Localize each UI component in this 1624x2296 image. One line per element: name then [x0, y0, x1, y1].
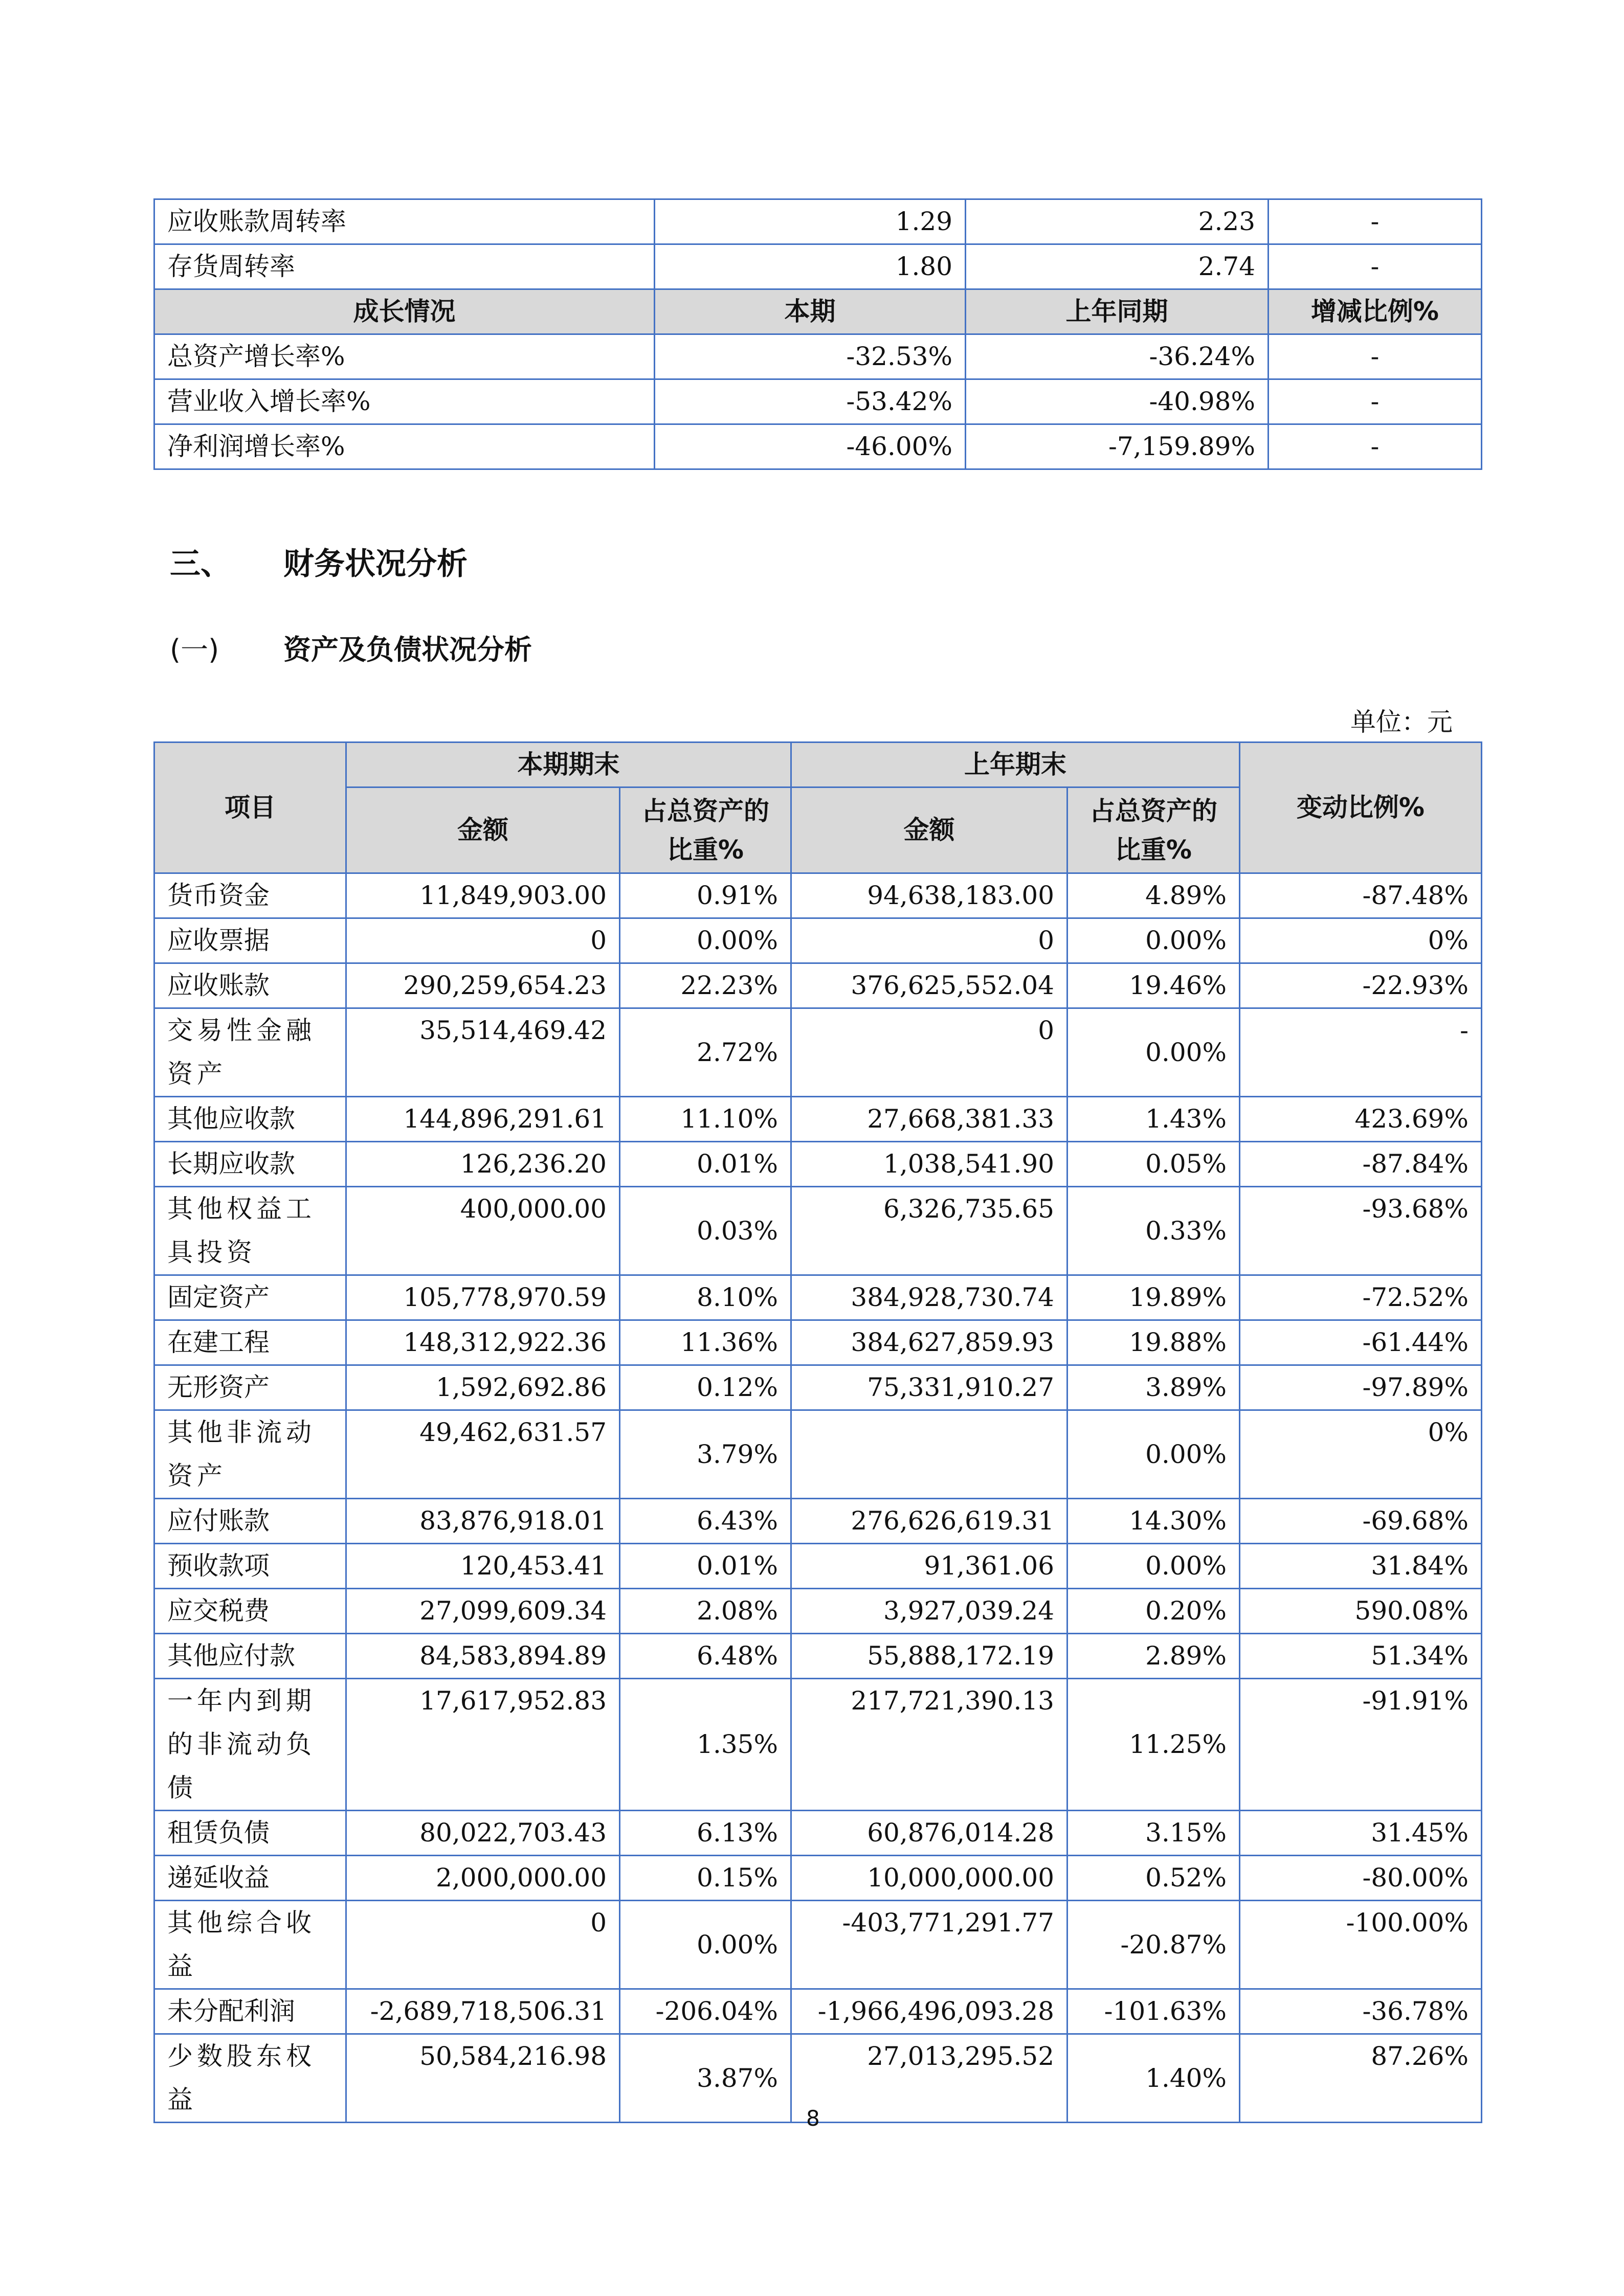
- prior-share: -20.87%: [1067, 1901, 1240, 1989]
- change-ratio: -72.52%: [1240, 1275, 1482, 1320]
- prior-share: 19.88%: [1067, 1320, 1240, 1365]
- item-name: 应交税费: [154, 1589, 346, 1634]
- prior-value: -7,159.89%: [966, 424, 1269, 469]
- table-header-row: [154, 742, 1482, 787]
- item-name: 租赁负债: [154, 1811, 346, 1856]
- page-number: 8: [806, 2106, 820, 2131]
- table-row: [154, 1275, 1482, 1320]
- row-label: 应收账款周转率: [154, 199, 655, 244]
- subsection-heading: [170, 628, 532, 667]
- current-amount: 49,462,631.57: [346, 1410, 620, 1499]
- item-name: 交易性金融资产: [154, 1008, 346, 1097]
- row-label: 存货周转率: [154, 244, 655, 289]
- table-row: [154, 1410, 1482, 1499]
- current-amount: 2,000,000.00: [346, 1856, 620, 1901]
- change-ratio: 31.45%: [1240, 1811, 1482, 1856]
- current-amount: 290,259,654.23: [346, 963, 620, 1008]
- current-share: 0.15%: [620, 1856, 791, 1901]
- ratio-growth-table: [153, 198, 1482, 470]
- subsection-number: (一): [170, 634, 219, 666]
- prior-amount: 1,038,541.90: [791, 1142, 1067, 1187]
- current-amount: 50,584,216.98: [346, 2034, 620, 2123]
- item-name: 其他非流动资产: [154, 1410, 346, 1499]
- change-value: -: [1269, 244, 1482, 289]
- table-row: [154, 1679, 1482, 1811]
- current-share: 6.13%: [620, 1811, 791, 1856]
- current-share: 8.10%: [620, 1275, 791, 1320]
- table-row: [154, 1499, 1482, 1544]
- prior-value: 2.23: [966, 199, 1269, 244]
- item-name: 应收账款: [154, 963, 346, 1008]
- current-amount: 148,312,922.36: [346, 1320, 620, 1365]
- current-amount: 27,099,609.34: [346, 1589, 620, 1634]
- table-row: [154, 424, 1482, 469]
- change-ratio: -100.00%: [1240, 1901, 1482, 1989]
- header-amount: 金额: [346, 787, 620, 873]
- row-label: 营业收入增长率%: [154, 379, 655, 424]
- prior-share: 1.43%: [1067, 1097, 1240, 1142]
- prior-share: 1.40%: [1067, 2034, 1240, 2123]
- item-name: 少数股东权益: [154, 2034, 346, 2123]
- current-share: 0.01%: [620, 1142, 791, 1187]
- prior-share: 19.89%: [1067, 1275, 1240, 1320]
- item-name: 其他应收款: [154, 1097, 346, 1142]
- prior-share: 2.89%: [1067, 1634, 1240, 1679]
- prior-amount: [791, 1410, 1067, 1499]
- change-ratio: -61.44%: [1240, 1320, 1482, 1365]
- current-share: 6.48%: [620, 1634, 791, 1679]
- item-name: 其他应付款: [154, 1634, 346, 1679]
- prior-value: -40.98%: [966, 379, 1269, 424]
- current-amount: 83,876,918.01: [346, 1499, 620, 1544]
- prior-amount: 376,625,552.04: [791, 963, 1067, 1008]
- prior-share: 3.89%: [1067, 1365, 1240, 1410]
- change-value: -: [1269, 379, 1482, 424]
- prior-share: 0.20%: [1067, 1589, 1240, 1634]
- header-change: 增减比例%: [1269, 289, 1482, 334]
- change-ratio: 590.08%: [1240, 1589, 1482, 1634]
- subsection-title: 资产及负债状况分析: [283, 634, 532, 666]
- change-value: -: [1269, 334, 1482, 379]
- current-amount: 84,583,894.89: [346, 1634, 620, 1679]
- prior-amount: 91,361.06: [791, 1544, 1067, 1589]
- table-row: [154, 1989, 1482, 2034]
- prior-amount: 94,638,183.00: [791, 873, 1067, 918]
- current-amount: 400,000.00: [346, 1187, 620, 1275]
- item-name: 预收款项: [154, 1544, 346, 1589]
- table-row: [154, 244, 1482, 289]
- change-ratio: 51.34%: [1240, 1634, 1482, 1679]
- change-ratio: -69.68%: [1240, 1499, 1482, 1544]
- change-value: -: [1269, 424, 1482, 469]
- header-current-end: 本期期末: [346, 742, 791, 787]
- prior-amount: -1,966,496,093.28: [791, 1989, 1067, 2034]
- header-share: 占总资产的比重%: [620, 787, 791, 873]
- prior-share: 0.00%: [1067, 1544, 1240, 1589]
- item-name: 递延收益: [154, 1856, 346, 1901]
- section-title: 财务状况分析: [283, 546, 468, 582]
- prior-share: 3.15%: [1067, 1811, 1240, 1856]
- change-ratio: 0%: [1240, 1410, 1482, 1499]
- change-ratio: -36.78%: [1240, 1989, 1482, 2034]
- prior-amount: -403,771,291.77: [791, 1901, 1067, 1989]
- current-share: 2.72%: [620, 1008, 791, 1097]
- prior-share: 0.00%: [1067, 918, 1240, 963]
- change-ratio: -87.48%: [1240, 873, 1482, 918]
- table-row: [154, 1811, 1482, 1856]
- current-share: 0.00%: [620, 1901, 791, 1989]
- change-ratio: -97.89%: [1240, 1365, 1482, 1410]
- current-share: 0.91%: [620, 873, 791, 918]
- current-share: 0.12%: [620, 1365, 791, 1410]
- table-row: [154, 1187, 1482, 1275]
- table-row: [154, 873, 1482, 918]
- prior-value: 2.74: [966, 244, 1269, 289]
- current-value: 1.80: [655, 244, 966, 289]
- table-row: [154, 1634, 1482, 1679]
- change-ratio: -87.84%: [1240, 1142, 1482, 1187]
- table-header-row: [154, 289, 1482, 334]
- current-share: 3.87%: [620, 2034, 791, 2123]
- item-name: 未分配利润: [154, 1989, 346, 2034]
- prior-amount: 3,927,039.24: [791, 1589, 1067, 1634]
- table-row: [154, 379, 1482, 424]
- item-name: 其他权益工具投资: [154, 1187, 346, 1275]
- header-prior: 上年同期: [966, 289, 1269, 334]
- table-row: [154, 199, 1482, 244]
- prior-amount: 10,000,000.00: [791, 1856, 1067, 1901]
- table-row: [154, 1856, 1482, 1901]
- table-row: [154, 1008, 1482, 1097]
- table-row: [154, 1589, 1482, 1634]
- header-share: 占总资产的比重%: [1067, 787, 1240, 873]
- current-value: -53.42%: [655, 379, 966, 424]
- prior-amount: 0: [791, 1008, 1067, 1097]
- current-amount: 144,896,291.61: [346, 1097, 620, 1142]
- header-amount: 金额: [791, 787, 1067, 873]
- header-change-ratio: 变动比例%: [1240, 742, 1482, 873]
- prior-share: 0.00%: [1067, 1008, 1240, 1097]
- change-ratio: 31.84%: [1240, 1544, 1482, 1589]
- asset-liability-table: [153, 741, 1482, 2123]
- header-item: 项目: [154, 742, 346, 873]
- prior-amount: 217,721,390.13: [791, 1679, 1067, 1811]
- table-row: [154, 1544, 1482, 1589]
- header-growth: 成长情况: [154, 289, 655, 334]
- prior-amount: 60,876,014.28: [791, 1811, 1067, 1856]
- prior-share: 19.46%: [1067, 963, 1240, 1008]
- current-share: 0.01%: [620, 1544, 791, 1589]
- current-value: 1.29: [655, 199, 966, 244]
- prior-amount: 384,928,730.74: [791, 1275, 1067, 1320]
- prior-amount: 276,626,619.31: [791, 1499, 1067, 1544]
- change-ratio: 87.26%: [1240, 2034, 1482, 2123]
- current-amount: 120,453.41: [346, 1544, 620, 1589]
- prior-share: -101.63%: [1067, 1989, 1240, 2034]
- prior-amount: 27,668,381.33: [791, 1097, 1067, 1142]
- prior-amount: 384,627,859.93: [791, 1320, 1067, 1365]
- prior-amount: 75,331,910.27: [791, 1365, 1067, 1410]
- table-row: [154, 918, 1482, 963]
- prior-share: 0.00%: [1067, 1410, 1240, 1499]
- table-row: [154, 1097, 1482, 1142]
- current-amount: 17,617,952.83: [346, 1679, 620, 1811]
- change-value: -: [1269, 199, 1482, 244]
- current-share: -206.04%: [620, 1989, 791, 2034]
- current-share: 0.03%: [620, 1187, 791, 1275]
- current-share: 3.79%: [620, 1410, 791, 1499]
- asset-liability-rows: [154, 873, 1482, 2123]
- prior-share: 0.33%: [1067, 1187, 1240, 1275]
- prior-value: -36.24%: [966, 334, 1269, 379]
- item-name: 在建工程: [154, 1320, 346, 1365]
- item-name: 货币资金: [154, 873, 346, 918]
- change-ratio: -22.93%: [1240, 963, 1482, 1008]
- prior-amount: 55,888,172.19: [791, 1634, 1067, 1679]
- current-amount: 126,236.20: [346, 1142, 620, 1187]
- table-row: [154, 1901, 1482, 1989]
- prior-share: 11.25%: [1067, 1679, 1240, 1811]
- header-prior-end: 上年期末: [791, 742, 1240, 787]
- prior-share: 4.89%: [1067, 873, 1240, 918]
- current-share: 6.43%: [620, 1499, 791, 1544]
- current-share: 22.23%: [620, 963, 791, 1008]
- item-name: 应收票据: [154, 918, 346, 963]
- table-row: [154, 963, 1482, 1008]
- change-ratio: -91.91%: [1240, 1679, 1482, 1811]
- change-ratio: 423.69%: [1240, 1097, 1482, 1142]
- prior-share: 14.30%: [1067, 1499, 1240, 1544]
- item-name: 长期应收款: [154, 1142, 346, 1187]
- item-name: 一年内到期的非流动负债: [154, 1679, 346, 1811]
- item-name: 应付账款: [154, 1499, 346, 1544]
- item-name: 其他综合收益: [154, 1901, 346, 1989]
- current-share: 1.35%: [620, 1679, 791, 1811]
- current-amount: 1,592,692.86: [346, 1365, 620, 1410]
- unit-label: 单位：元: [1350, 707, 1453, 737]
- current-amount: 35,514,469.42: [346, 1008, 620, 1097]
- current-amount: 11,849,903.00: [346, 873, 620, 918]
- current-value: -32.53%: [655, 334, 966, 379]
- prior-amount: 27,013,295.52: [791, 2034, 1067, 2123]
- table-row: [154, 1320, 1482, 1365]
- prior-share: 0.52%: [1067, 1856, 1240, 1901]
- current-share: 11.10%: [620, 1097, 791, 1142]
- current-amount: 0: [346, 1901, 620, 1989]
- header-current: 本期: [655, 289, 966, 334]
- current-share: 11.36%: [620, 1320, 791, 1365]
- prior-amount: 6,326,735.65: [791, 1187, 1067, 1275]
- table-row: [154, 1142, 1482, 1187]
- current-value: -46.00%: [655, 424, 966, 469]
- change-ratio: -: [1240, 1008, 1482, 1097]
- item-name: 固定资产: [154, 1275, 346, 1320]
- row-label: 总资产增长率%: [154, 334, 655, 379]
- table-row: [154, 1365, 1482, 1410]
- section-number: 三、: [170, 546, 231, 582]
- current-share: 2.08%: [620, 1589, 791, 1634]
- change-ratio: -80.00%: [1240, 1856, 1482, 1901]
- section-heading: [170, 539, 468, 583]
- current-share: 0.00%: [620, 918, 791, 963]
- current-amount: 0: [346, 918, 620, 963]
- prior-amount: 0: [791, 918, 1067, 963]
- change-ratio: 0%: [1240, 918, 1482, 963]
- current-amount: 105,778,970.59: [346, 1275, 620, 1320]
- prior-share: 0.05%: [1067, 1142, 1240, 1187]
- table-row: [154, 334, 1482, 379]
- current-amount: 80,022,703.43: [346, 1811, 620, 1856]
- current-amount: -2,689,718,506.31: [346, 1989, 620, 2034]
- item-name: 无形资产: [154, 1365, 346, 1410]
- change-ratio: -93.68%: [1240, 1187, 1482, 1275]
- row-label: 净利润增长率%: [154, 424, 655, 469]
